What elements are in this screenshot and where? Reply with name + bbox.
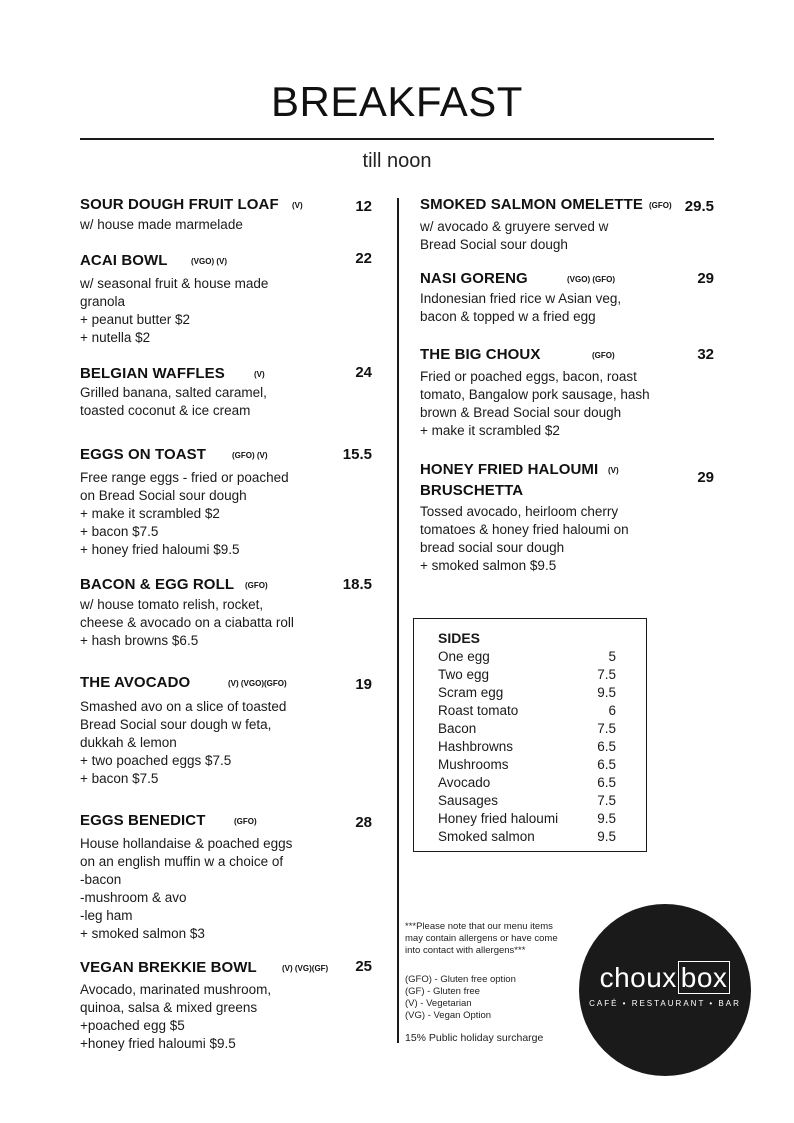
sides-box xyxy=(413,618,647,852)
description-line: -leg ham xyxy=(80,908,133,923)
menu-item-name: THE AVOCADO xyxy=(80,674,191,691)
menu-item-name: ACAI BOWL xyxy=(80,252,168,269)
menu-item-name: EGGS ON TOAST xyxy=(80,446,207,463)
description-line: bacon & topped w a fried egg xyxy=(420,309,596,324)
menu-item-description xyxy=(420,503,629,575)
legend-line: (VG) - Vegan Option xyxy=(405,1010,492,1021)
description-line: w/ house tomato relish, rocket, xyxy=(80,597,264,612)
dietary-legend xyxy=(405,974,516,1022)
menu-item-price: 28 xyxy=(355,814,372,831)
dietary-tag: (V) xyxy=(608,466,619,475)
description-line: + make it scrambled $2 xyxy=(80,506,220,521)
menu-item-price: 29 xyxy=(697,270,714,287)
legend-line: (V) - Vegetarian xyxy=(405,998,472,1009)
description-line: Free range eggs - fried or poached xyxy=(80,470,289,485)
menu-item-description xyxy=(80,275,268,347)
menu-item-name: EGGS BENEDICT xyxy=(80,812,206,829)
description-line: cheese & avocado on a ciabatta roll xyxy=(80,615,294,630)
side-item-name: Scram egg xyxy=(438,685,504,700)
description-line: Smashed avo on a slice of toasted xyxy=(80,699,287,714)
menu-item-name: VEGAN BREKKIE BOWL xyxy=(80,959,257,976)
menu-item-description xyxy=(420,368,650,440)
menu-item-price: 25 xyxy=(355,958,372,975)
dietary-tag: (V) (VG)(GF) xyxy=(282,964,329,973)
logo-wordmark xyxy=(579,962,751,994)
description-line: on an english muffin w a choice of xyxy=(80,854,284,869)
menu-item-name: THE BIG CHOUX xyxy=(420,346,541,363)
side-item-name: Honey fried haloumi xyxy=(438,811,559,826)
menu-item-price: 29 xyxy=(697,469,714,486)
side-item xyxy=(438,738,616,756)
description-line: tomato, Bangalow pork sausage, hash xyxy=(420,387,650,402)
title-divider xyxy=(80,138,714,140)
menu-item-description xyxy=(80,981,271,1053)
description-line: bread social sour dough xyxy=(420,540,565,555)
menu-item-description xyxy=(80,469,289,559)
side-item-price: 6 xyxy=(608,703,616,718)
dietary-tag: (VGO) (GFO) xyxy=(567,275,615,284)
description-line: w/ seasonal fruit & house made xyxy=(80,276,269,291)
side-item-name: Roast tomato xyxy=(438,703,519,718)
page-subtitle: till noon xyxy=(362,150,432,172)
side-item-name: Sausages xyxy=(438,793,499,808)
side-item-price: 6.5 xyxy=(597,739,616,754)
allergen-note xyxy=(405,921,558,957)
side-item xyxy=(438,792,616,810)
side-item-price: 9.5 xyxy=(597,811,616,826)
menu-item-price: 15.5 xyxy=(342,446,372,463)
menu-item-name: SOUR DOUGH FRUIT LOAF xyxy=(80,196,279,213)
page-title: BREAKFAST xyxy=(271,78,523,125)
surcharge-note: 15% Public holiday surcharge xyxy=(405,1032,544,1044)
menu-item-name: SMOKED SALMON OMELETTE xyxy=(420,196,644,213)
description-line: -bacon xyxy=(80,872,122,887)
description-line: toasted coconut & ice cream xyxy=(80,403,251,418)
description-line: w/ avocado & gruyere served w xyxy=(420,219,609,234)
side-item-name: Bacon xyxy=(438,721,477,736)
dietary-tag: (VGO) (V) xyxy=(191,257,227,266)
side-item-name: Avocado xyxy=(438,775,491,790)
sides-title: SIDES xyxy=(438,630,481,646)
menu-item-name-line2: BRUSCHETTA xyxy=(420,482,524,499)
side-item xyxy=(438,810,616,828)
menu-item-name: BELGIAN WAFFLES xyxy=(80,365,225,382)
description-line: + two poached eggs $7.5 xyxy=(80,753,232,768)
menu-item-description xyxy=(80,698,286,788)
allergen-note-line: ***Please note that our menu items xyxy=(405,921,553,932)
description-line: + smoked salmon $3 xyxy=(80,926,205,941)
description-line: Grilled banana, salted caramel, xyxy=(80,385,267,400)
allergen-note-line: may contain allergens or have come xyxy=(405,933,558,944)
description-line: + honey fried haloumi $9.5 xyxy=(80,542,240,557)
menu-item-price: 29.5 xyxy=(684,198,714,215)
side-item-name: Hashbrowns xyxy=(438,739,514,754)
description-line: House hollandaise & poached eggs xyxy=(80,836,293,851)
description-line: + hash browns $6.5 xyxy=(80,633,199,648)
menu-item-price: 22 xyxy=(355,250,372,267)
dietary-tag: (GFO) xyxy=(245,581,268,590)
logo-word-a: choux xyxy=(599,962,677,993)
menu-item-price: 18.5 xyxy=(342,576,372,593)
menu-item-description xyxy=(80,835,292,943)
side-item-name: Two egg xyxy=(438,667,490,682)
chouxbox-logo xyxy=(579,904,751,1076)
side-item-price: 9.5 xyxy=(597,829,616,844)
logo-word-b: box xyxy=(678,961,731,994)
description-line: + bacon $7.5 xyxy=(80,771,159,786)
description-line: Bread Social sour dough xyxy=(420,237,568,252)
description-line: + smoked salmon $9.5 xyxy=(420,558,557,573)
side-item xyxy=(438,702,616,720)
side-item xyxy=(438,828,616,846)
menu-item-name: BACON & EGG ROLL xyxy=(80,576,235,593)
side-item-price: 6.5 xyxy=(597,757,616,772)
menu-item-description xyxy=(420,290,621,326)
dietary-tag: (GFO) xyxy=(234,817,257,826)
description-line: +honey fried haloumi $9.5 xyxy=(80,1036,236,1051)
dietary-tag: (V) xyxy=(292,201,303,210)
side-item xyxy=(438,774,616,792)
column-divider xyxy=(397,198,399,1043)
menu-item-description xyxy=(80,596,294,650)
description-line: -mushroom & avo xyxy=(80,890,187,905)
description-line: on Bread Social sour dough xyxy=(80,488,247,503)
side-item xyxy=(438,756,616,774)
legend-line: (GFO) - Gluten free option xyxy=(405,974,516,985)
dietary-tag: (GFO) (V) xyxy=(232,451,268,460)
side-item xyxy=(438,684,616,702)
description-line: quinoa, salsa & mixed greens xyxy=(80,1000,258,1015)
side-item-price: 6.5 xyxy=(597,775,616,790)
description-line: Avocado, marinated mushroom, xyxy=(80,982,272,997)
description-line: brown & Bread Social sour dough xyxy=(420,405,622,420)
dietary-tag: (GFO) xyxy=(592,351,615,360)
dietary-tag: (GFO) xyxy=(649,201,672,210)
menu-item-price: 32 xyxy=(697,346,714,363)
description-line: dukkah & lemon xyxy=(80,735,177,750)
description-line: +poached egg $5 xyxy=(80,1018,185,1033)
description-line: + nutella $2 xyxy=(80,330,151,345)
menu-item-price: 24 xyxy=(355,364,372,381)
side-item-name: Smoked salmon xyxy=(438,829,535,844)
description-line: Indonesian fried rice w Asian veg, xyxy=(420,291,622,306)
description-line: Bread Social sour dough w feta, xyxy=(80,717,272,732)
side-item xyxy=(438,666,616,684)
side-item-price: 7.5 xyxy=(597,667,616,682)
description-line: Tossed avocado, heirloom cherry xyxy=(420,504,619,519)
description-line: + bacon $7.5 xyxy=(80,524,159,539)
legend-line: (GF) - Gluten free xyxy=(405,986,480,997)
description-line: + make it scrambled $2 xyxy=(420,423,560,438)
menu-item-name: HONEY FRIED HALOUMI xyxy=(420,461,599,478)
menu-item-name: NASI GORENG xyxy=(420,270,528,287)
menu-item-description xyxy=(420,218,608,254)
description-line: tomatoes & honey fried haloumi on xyxy=(420,522,629,537)
description-line: Fried or poached eggs, bacon, roast xyxy=(420,369,637,384)
side-item xyxy=(438,720,616,738)
side-item-price: 7.5 xyxy=(597,793,616,808)
description-line: + peanut butter $2 xyxy=(80,312,190,327)
description-line: w/ house made marmelade xyxy=(80,217,243,232)
dietary-tag: (V) (VGO)(GFO) xyxy=(228,679,287,688)
menu-item-description xyxy=(80,216,243,234)
allergen-note-line: into contact with allergens*** xyxy=(405,945,526,956)
side-item-price: 7.5 xyxy=(597,721,616,736)
logo-tagline: CAFÉ • RESTAURANT • BAR xyxy=(589,999,741,1008)
dietary-tag: (V) xyxy=(254,370,265,379)
side-item-price: 9.5 xyxy=(597,685,616,700)
side-item-name: One egg xyxy=(438,649,490,664)
menu-item-price: 12 xyxy=(355,198,372,215)
description-line: granola xyxy=(80,294,126,309)
side-item-name: Mushrooms xyxy=(438,757,509,772)
side-item xyxy=(438,648,616,666)
side-item-price: 5 xyxy=(608,649,616,664)
menu-item-price: 19 xyxy=(355,676,372,693)
menu-item-description xyxy=(80,384,267,420)
